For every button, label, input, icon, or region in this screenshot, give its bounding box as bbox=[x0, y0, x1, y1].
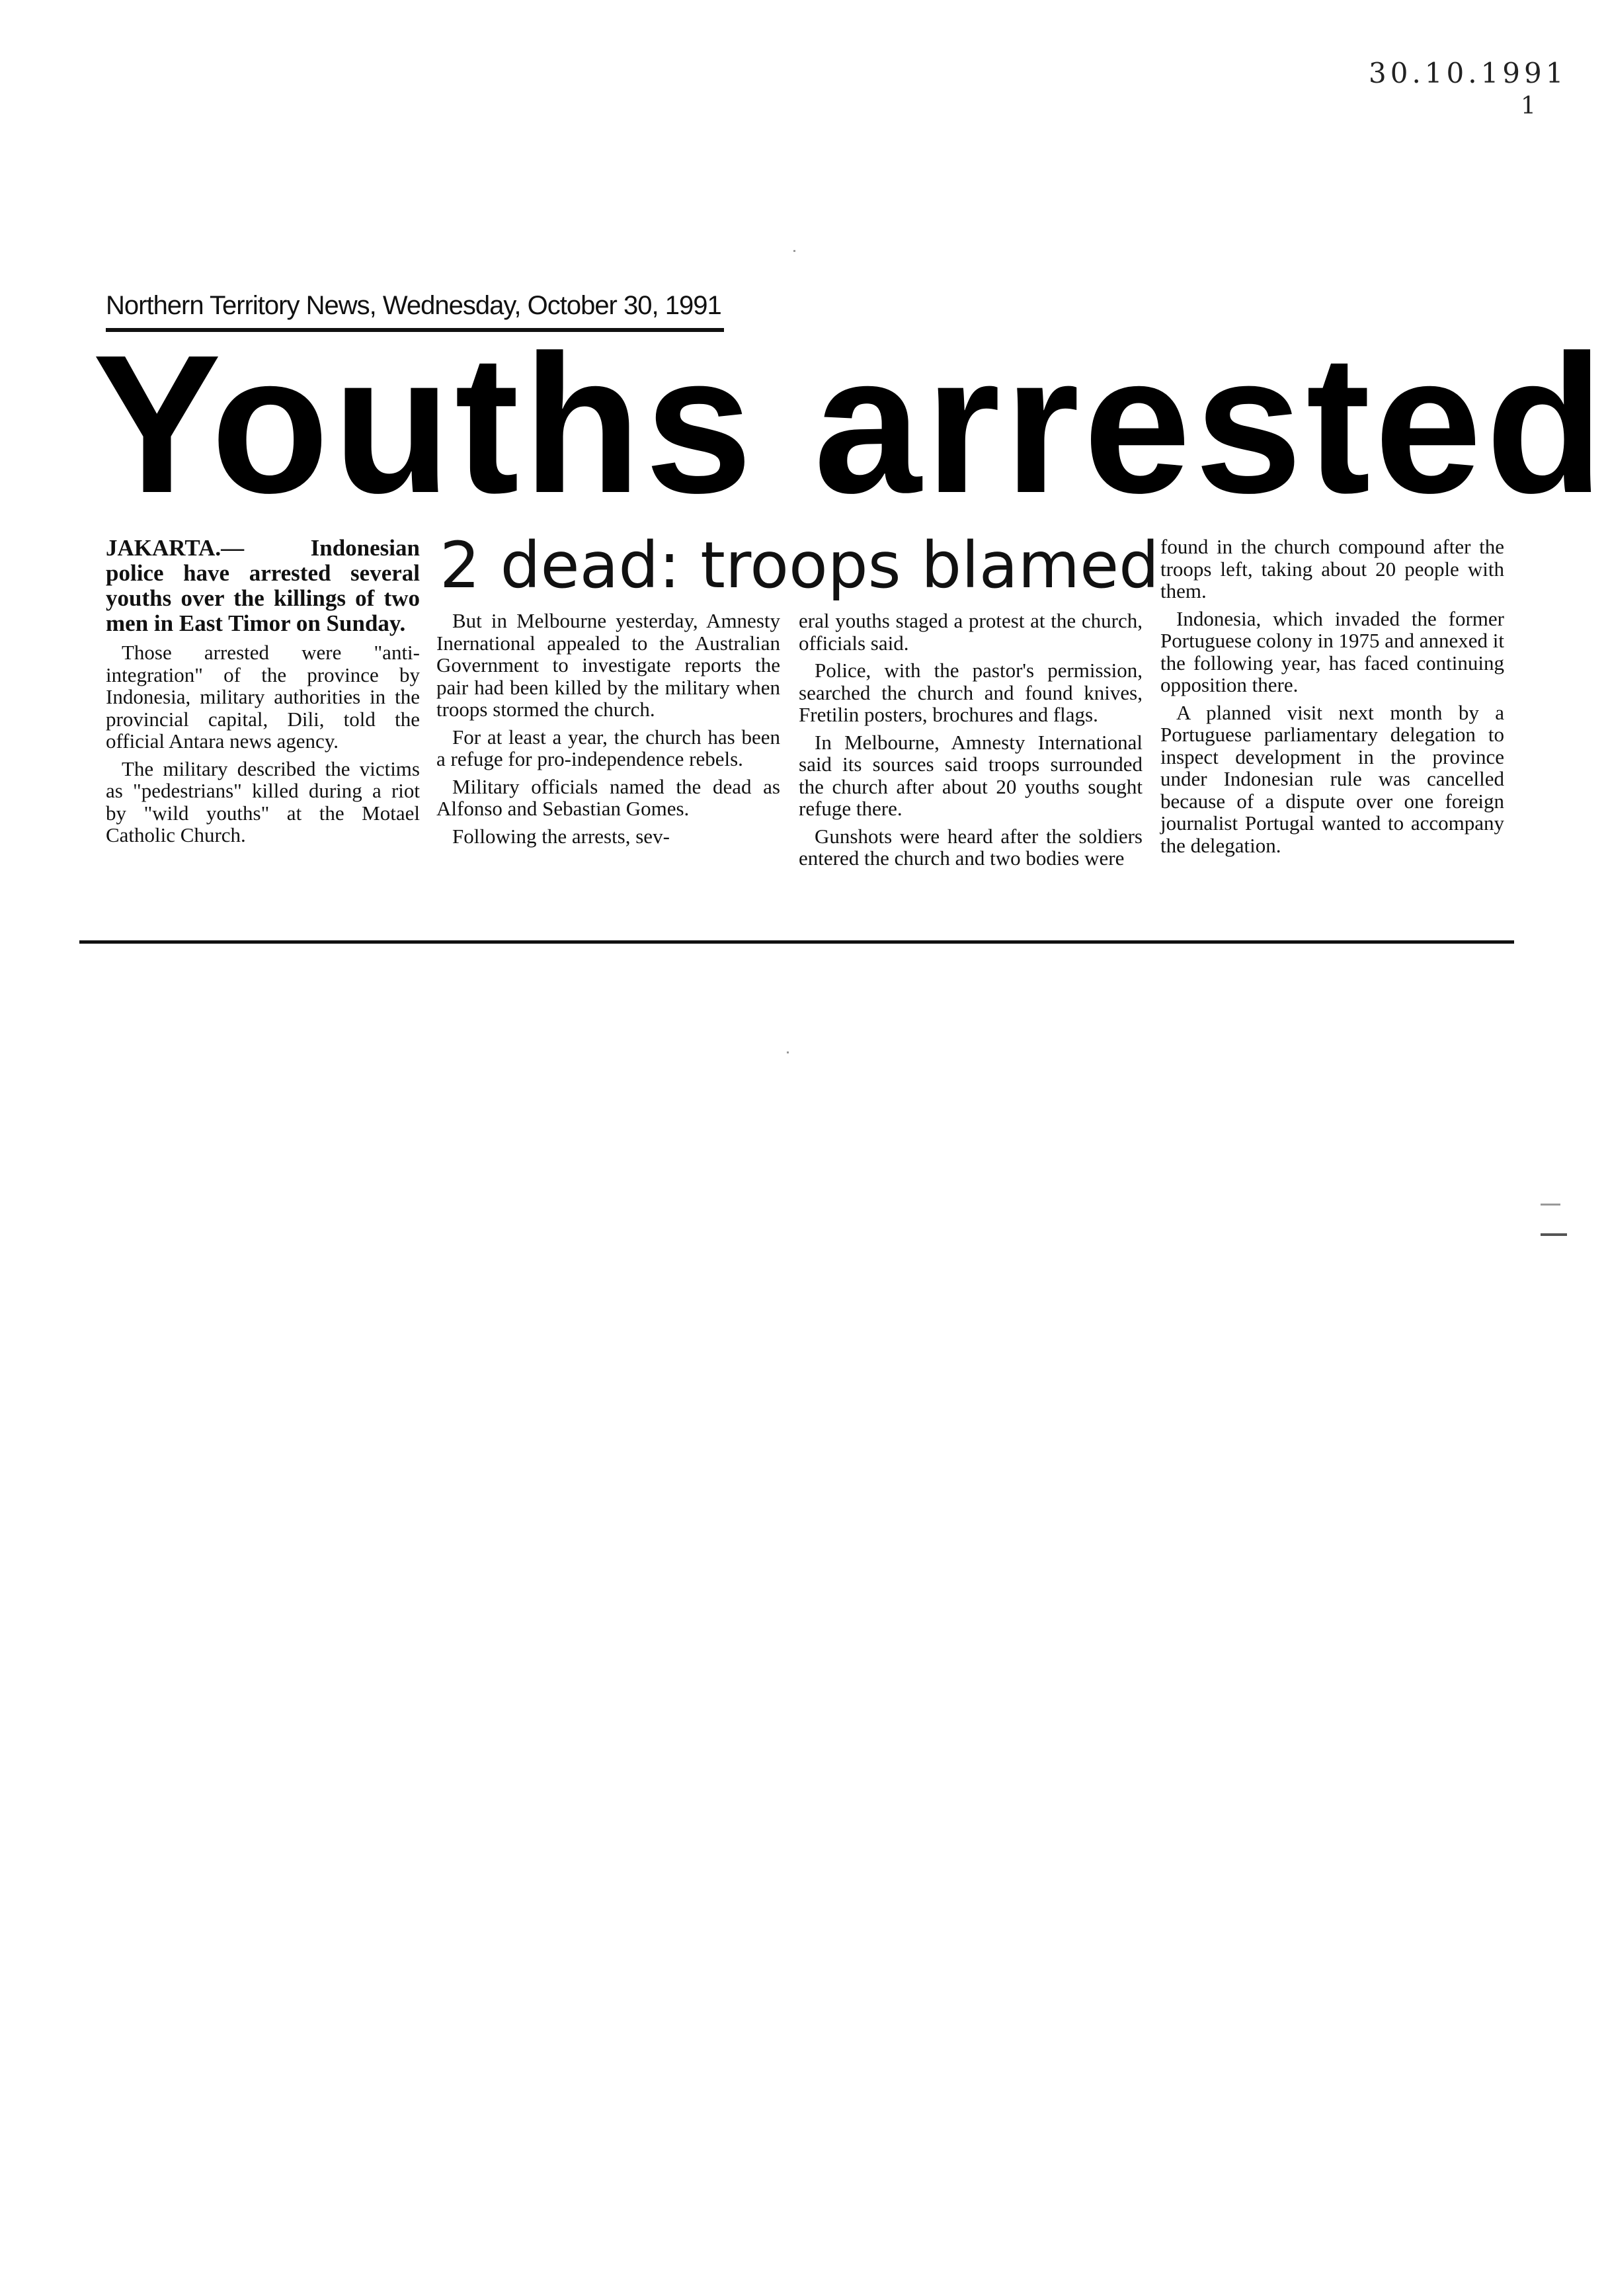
headline: Youths arrested bbox=[93, 313, 1608, 534]
paragraph: Indonesia, which invaded the former Portuguese colony in 1975 and annexed it the following year, has faced continuing opposition there. bbox=[1160, 606, 1505, 696]
source-line: Northern Territory News, Wednesday, October 30, 1991 bbox=[106, 291, 721, 320]
paragraph: Police, with the pastor's permission, searched the church and found knives, Fretilin posters, brochures and flags. bbox=[799, 659, 1143, 726]
article-column-1 bbox=[106, 536, 420, 846]
article-column-2 bbox=[436, 610, 780, 847]
paragraph: Those arrested were "anti-integration" of the province by Indonesia, military authorities in the provincial capital, Dili, told the official Antara news agency. bbox=[106, 641, 420, 753]
paragraph: The military described the victims as "pedestrians" killed during a riot by "wild youths" at the Motael Catholic Church. bbox=[106, 757, 420, 846]
paragraph: Gunshots were heard after the soldiers entered the church and two bodies were bbox=[799, 824, 1143, 870]
paragraph: In Melbourne, Amnesty International said its sources said troops surrounded the church after about 20 youths sought refuge there. bbox=[799, 730, 1143, 820]
bottom-rule bbox=[79, 940, 1514, 944]
article-column-4 bbox=[1160, 536, 1504, 856]
scan-speck bbox=[787, 1051, 789, 1053]
paragraph: Following the arrests, sev- bbox=[452, 824, 670, 848]
paragraph: A planned visit next month by a Portuguese parliamentary delegation to inspect development in the province under Indonesian rule was cancelled because of a dispute over one foreign journalist Portugal wanted to accompany the delegation. bbox=[1160, 700, 1504, 857]
scan-speck bbox=[1541, 1233, 1567, 1236]
lede-paragraph: JAKARTA.— Indonesian police have arrested several youths over the killings of two men in East Timor on Sunday. bbox=[106, 535, 420, 636]
paragraph: found in the church compound after the troops left, taking about 20 people with them. bbox=[1160, 535, 1504, 602]
paragraph: eral youths staged a protest at the church, officials said. bbox=[799, 609, 1143, 655]
article-column-3 bbox=[799, 610, 1143, 870]
subheadline: 2 dead: troops blamed bbox=[440, 528, 1160, 602]
page-number: 1 bbox=[1521, 93, 1536, 120]
paragraph: For at least a year, the church has been a refuge for pro-independence rebels. bbox=[436, 725, 780, 770]
scan-speck bbox=[1541, 1204, 1560, 1206]
scan-speck bbox=[793, 250, 795, 252]
paragraph: But in Melbourne yesterday, Amnesty Inernational appealed to the Australian Government to investigate reports the pair had been killed by the military when troops stormed the church. bbox=[436, 609, 780, 721]
date-stamp: 30.10.1991 bbox=[1369, 57, 1568, 89]
paragraph: Military officials named the dead as Alfonso and Sebastian Gomes. bbox=[436, 774, 780, 820]
